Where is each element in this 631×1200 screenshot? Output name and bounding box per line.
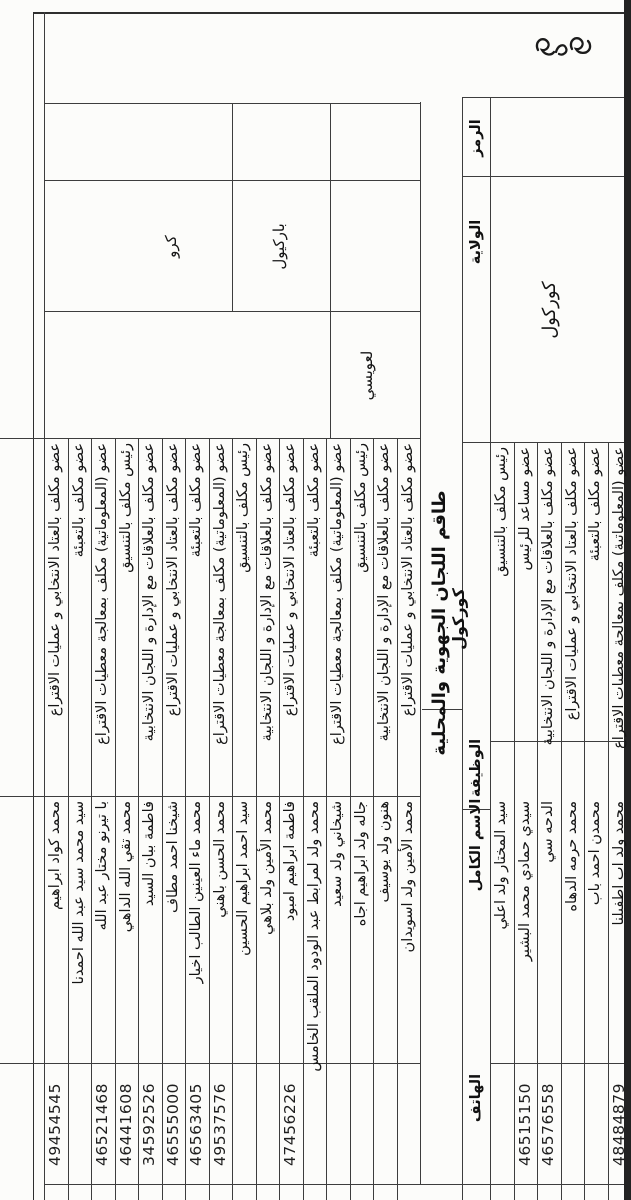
row-separator-line <box>279 439 280 1200</box>
name-cell: محمد ولد اب اطفيلنا <box>610 801 627 926</box>
grid-line <box>0 796 420 797</box>
phone-cell <box>326 1064 349 1185</box>
row-separator-line <box>91 439 92 1200</box>
section-title: طاقم اللجان الجهوية والمحلية <box>429 490 450 756</box>
row-separator-line <box>397 439 398 1200</box>
phone-cell: 49454545 <box>46 1083 64 1166</box>
job-cell: عضو مكلف بالتعبئة <box>188 443 204 558</box>
phone-cell <box>490 1064 513 1185</box>
name-cell: محمدن احمد باب <box>587 801 603 906</box>
grid-line <box>330 104 331 439</box>
name-cell: محمد الحسن باهني <box>211 801 228 918</box>
column-header-full-name: الاسم الكامل <box>468 798 484 892</box>
name-cell: سيدي حمادي محمد البشير <box>516 801 533 962</box>
row-separator-line <box>162 439 163 1200</box>
name-cell: سيد محمد سيد عبد الله احمدنا <box>70 801 87 985</box>
name-cell: جاله ولد ابراهيم اجاه <box>352 801 369 927</box>
job-cell: عضو مكلف بالعتاد الانتخابي و عمليات الاقتراع <box>47 443 63 717</box>
job-cell: عضو مكلف بالعلاقات مع الإدارة و اللجان الانتخابية <box>540 447 556 746</box>
job-cell: عضو (المعلوماتية) مكلف بمعالجة معطيات الاقتراع <box>610 447 627 749</box>
page-border-top-outer <box>33 12 34 1200</box>
phone-cell <box>303 1064 326 1185</box>
row-separator-line <box>373 439 374 1200</box>
phone-cell: 46555000 <box>163 1083 182 1166</box>
name-cell: محمد الأمين ولد اسويدان <box>399 801 416 953</box>
job-cell: عضو مكلف بالتعبئة <box>587 447 603 562</box>
name-cell: سيد احمد ابراهيم الحسين <box>235 801 251 956</box>
job-cell: عضو (المعلوماتية) مكلف بمعالجة معطيات الاقتراع <box>211 443 228 745</box>
job-cell: عضو مكلف بالعتاد الانتخابي و عمليات الاقتراع <box>563 447 580 721</box>
job-cell: عضو مكلف بالعتاد الانتخابي و عمليات الاقتراع <box>164 443 181 717</box>
phone-cell <box>350 1064 373 1185</box>
row-separator-line <box>256 439 257 1200</box>
column-header-code: الرمز <box>468 119 484 157</box>
row-separator-line <box>537 443 538 1200</box>
phone-cell: 34592526 <box>140 1083 158 1166</box>
row-separator-line <box>608 443 609 1200</box>
job-cell: رئيس مكلف بالتنسيق <box>235 443 251 573</box>
job-cell: رئيس مكلف بالتنسيق <box>117 443 134 573</box>
name-cell: محمد ولد لمرابط عبد الودود الملقب الخامس <box>305 801 322 1072</box>
row-separator-line <box>350 439 351 1200</box>
phone-cell: 46563405 <box>187 1083 205 1166</box>
phone-cell: 46515150 <box>515 1083 534 1166</box>
phone-cell <box>68 1064 91 1185</box>
phone-cell: 46441608 <box>116 1083 135 1166</box>
wilaya-value-cell: كوركول <box>539 281 560 339</box>
job-cell: عضو مكلف بالعلاقات مع الإدارة و اللجان الانتخابية <box>258 443 275 742</box>
job-cell: عضو (المعلوماتية) مكلف بمعالجة معطيات الاقتراع <box>329 443 345 745</box>
name-cell: فاطمة ببان السيد <box>141 801 157 907</box>
row-separator-line <box>138 439 139 1200</box>
name-cell: محمد الأمين ولد بلاهي <box>258 801 275 935</box>
phone-cell: 49537576 <box>210 1083 229 1166</box>
row-separator-line <box>584 443 585 1200</box>
scribble-icon <box>528 30 602 68</box>
grid-line <box>420 102 421 1185</box>
name-cell: فاطمة ابراهيم امبود <box>282 801 298 922</box>
job-cell: عضو مكلف بالعتاد الانتخابي و عمليات الاقتراع <box>282 443 298 717</box>
name-cell: شيخاني ولد سعيد <box>329 801 345 907</box>
name-cell: محمد ماء العينين الطالب اخيار <box>188 801 204 984</box>
column-header-job: الوظيفة <box>468 738 484 798</box>
row-separator-line <box>303 439 304 1200</box>
row-separator-line <box>209 439 210 1200</box>
phone-cell <box>584 1064 607 1185</box>
phone-cell: 46576558 <box>539 1083 557 1166</box>
job-cell: عضو مكلف بالتعبئة <box>70 443 87 558</box>
group-label-laweissi: لعويسي <box>358 350 376 401</box>
page-border-right <box>33 12 626 14</box>
row-separator-line <box>68 439 69 1200</box>
name-cell: محمد تقي الله الداهي <box>117 801 134 933</box>
phone-cell: 48484879 <box>609 1083 628 1166</box>
handwritten-signature-scribble <box>528 30 602 68</box>
phone-cell <box>561 1064 584 1185</box>
name-cell: سيد المختار ولد اعلي <box>493 801 509 930</box>
phone-cell <box>397 1064 420 1185</box>
job-cell: رئيس مكلف بالتنسيق <box>352 443 369 573</box>
row-separator-line <box>514 443 515 1200</box>
column-header-wilaya: الولاية <box>468 219 484 265</box>
phone-cell <box>232 1064 255 1185</box>
job-cell: رئيس مكلف بالتنسيق <box>493 447 509 577</box>
phone-cell: 46521468 <box>93 1083 111 1166</box>
row-separator-line <box>232 439 233 1200</box>
name-cell: با تيرنو مختار عبد الله <box>94 801 110 931</box>
group-label-barkeol: باركيول <box>270 223 288 270</box>
row-separator-line <box>561 443 562 1200</box>
job-cell: عضو مكلف بالعلاقات مع الإدارة و اللجان الانتخابية <box>376 443 392 742</box>
phone-cell: 47456226 <box>281 1083 299 1166</box>
grid-line <box>232 104 233 312</box>
name-cell: هنون ولد يوسيف <box>376 801 392 903</box>
name-cell: شيخنا احمد مطاف <box>164 801 181 913</box>
name-cell: الدحه سي <box>540 801 556 863</box>
group-label-guerou: كرو <box>162 235 180 258</box>
column-header-phone: الهاتف <box>468 1073 484 1123</box>
job-cell: عضو مكلف بالتعبئة <box>305 443 322 558</box>
section-title-wilaya: كوركول <box>449 588 468 650</box>
job-cell: عضو مكلف بالعتاد الانتخابي و عمليات الاقتراع <box>399 443 416 717</box>
name-cell: محمد كواد ابراهيم <box>47 801 63 910</box>
row-separator-line <box>185 439 186 1200</box>
job-cell: عضو مساعد للرئيس <box>516 447 533 571</box>
row-separator-line <box>115 439 116 1200</box>
grid-line <box>490 98 491 1200</box>
row-separator-line <box>326 439 327 1200</box>
job-cell: عضو (المعلوماتية) مكلف بمعالجة معطيات الاقتراع <box>94 443 110 745</box>
phone-cell <box>373 1064 396 1185</box>
job-cell: عضو مكلف بالعلاقات مع الإدارة و اللجان الانتخابية <box>141 443 157 742</box>
phone-cell <box>256 1064 279 1185</box>
name-cell: محمد حرمه الدهاه <box>563 801 580 912</box>
